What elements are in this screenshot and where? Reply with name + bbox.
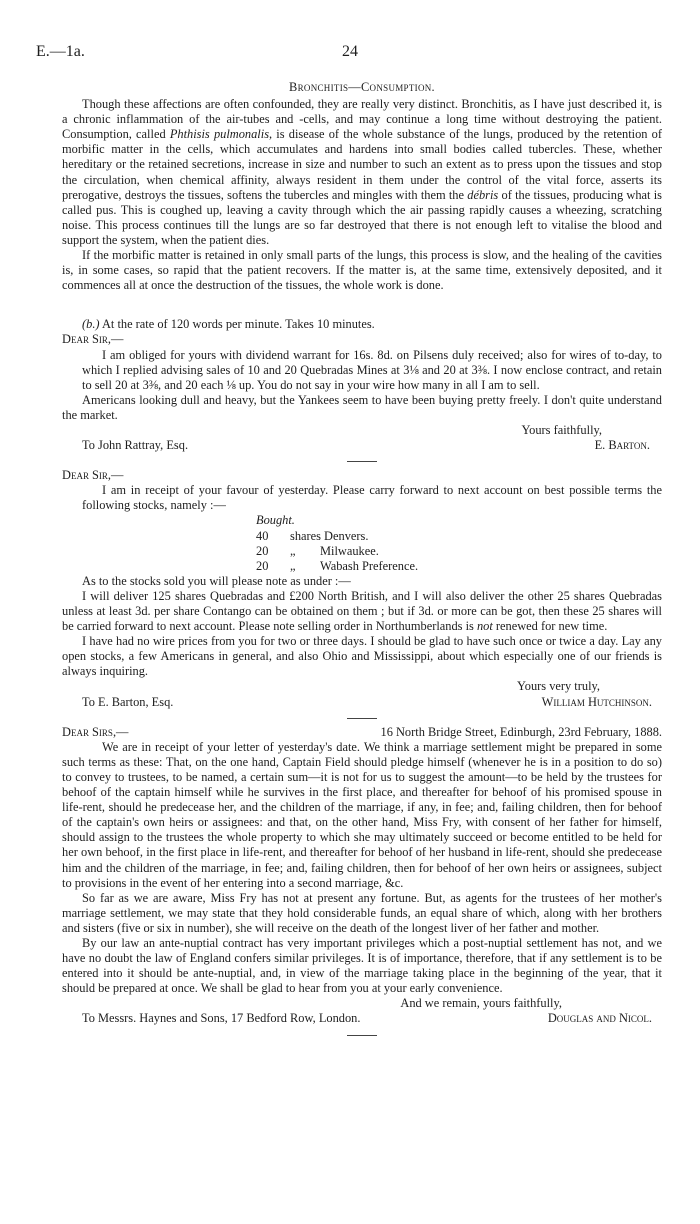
stock-row: 40 shares Denvers. — [256, 528, 369, 543]
letter-3-recipient: To Messrs. Haynes and Sons, 17 Bedford Row, London. — [82, 1011, 361, 1026]
letter-2-signature: William Hutchinson. — [541, 694, 652, 709]
letter-3 — [62, 725, 662, 1027]
letter-3-closing: And we remain, yours faithfully, — [400, 996, 562, 1011]
exercise-b-heading: (b.) At the rate of 120 words per minute. Takes 10 minutes. — [82, 317, 375, 332]
letter-3-footer — [62, 1011, 662, 1026]
separator-rule — [347, 461, 377, 462]
letter-2-paragraph-1: I am in receipt of your favour of yesterday. Please carry forward to next account on best possible terms the following stocks, namely :— — [82, 483, 662, 513]
essay-paragraph-1: Though these affections are often confounded, they are really very distinct. Bronchitis, as I have just described it, is a chronic inflammation of the air-tubes and -cells, and may continue a long time without destroying the patient. Consumption, called Phthisis pulmonalis, is disease of the whole substance of the lungs, produced by the retention of morbific matter in the cells, which accumulates and hardens into small bodies called tubercles. These, whether hereditary or the retained secretions, increase in size and number to such an extent as to press upon the tissues and stop the circulation, when chemical affinity, always resident in them under the control of the vital force, asserts its prerogative, destroys the tissues, softens the tubercles and mingles with them the débris of the tissues, producing what is called pus. This is coughed up, leaving a cavity through which the air passing rapidly causes a wheezing, scratching noise. This process continues till the lungs are so far destroyed that there is not enough left to vitalise the blood and support the system, when the patient dies. — [62, 97, 663, 247]
term-debris: débris — [467, 187, 499, 202]
letter-2-footer — [62, 695, 662, 710]
letter-1-paragraph-1: I am obliged for yours with dividend warrant for 16s. 8d. on Pilsens duly received; also for wires of to-day, to which I replied advising sales of 10 and 20 Quebradas Mines at 3⅛ and 20 at 3⅜. I now enclose contract, and retain to sell 20 at 3⅜, and 20 each ⅛ up. You do not say in your wire how many in all I am to sell. — [82, 347, 662, 392]
exercise-label: (b.) — [82, 317, 100, 332]
paper-reference: E.—1a. — [36, 43, 85, 60]
letter-2-closing: Yours very truly, — [517, 679, 600, 694]
letter-1-signature: E. Barton. — [594, 438, 650, 453]
letter-1-closing: Yours faithfully, — [521, 422, 602, 437]
bought-label: Bought. — [256, 513, 295, 528]
stock-row: 20 „ Wabash Preference. — [256, 558, 419, 573]
spacer — [62, 293, 662, 317]
letter-2-paragraph-2: As to the stocks sold you will please note as under :— — [82, 573, 351, 588]
page-body — [62, 80, 662, 1042]
letter-1-salutation: Dear Sir,— — [62, 332, 124, 347]
letter-3-paragraph-1: We are in receipt of your letter of yesterday's date. We think a marriage settlement might be prepared in some such terms as these: That, on the one hand, Captain Field should pledge himself (whenever he is in a position to do so) to convey to trustees, to be named, a certain sum—it is not for us to suggest the amount—to be held by the trustees for behoof of the captain himself while he survives in the first place, and thereafter for behoof of his promised spouse in life-rent, should he predecease her, and the children of the marriage, if any, in fee; and, failing children, then for behoof of the captain's own heirs or assignees: and that, on the other hand, Miss Fry, with consent of her father for himself, should assign to the trustees the whole property to which she may ultimately succeed or become entitled to be held for her own behoof, in the first place in life-rent, and thereafter for behoof of her husband in life-rent, should she predecease him and the children of the marriage, in fee; and, failing children, then for behoof of her own heirs or assignees, subject to provisions in the event of her entering into a second marriage, &c. — [62, 739, 662, 890]
essay-paragraph-2: If the morbific matter is retained in only small parts of the lungs, this process is slow, and the healing of the cavities is, in some cases, so rapid that the patient recovers. If the matter is, at the same time, extensively deposited, and it commences all at once the destruction of the tissues, the whole work is done. — [62, 248, 662, 293]
letter-3-heading — [62, 725, 662, 740]
page-header — [36, 44, 664, 66]
letter-2 — [62, 468, 662, 710]
letter-1-recipient: To John Rattray, Esq. — [82, 438, 189, 453]
letter-3-paragraph-2: So far as we are aware, Miss Fry has not at present any fortune. But, as agents for the trustees of her mother's marriage settlement, we may state that they hold considerable funds, an equal share of which, along with her brothers and sisters (five or six in number), she will receive on the death of the longest liver of her father and mother. — [62, 890, 662, 935]
separator-rule — [347, 718, 377, 719]
letter-1 — [62, 332, 662, 453]
letter-3-salutation: Dear Sirs,— — [62, 724, 129, 739]
letter-1-footer — [62, 438, 662, 453]
separator-rule — [347, 1035, 377, 1036]
letter-3-address: 16 North Bridge Street, Edinburgh, 23rd February, 1888. — [380, 724, 662, 739]
page-number: 24 — [342, 43, 358, 60]
section-title: Bronchitis—Consumption. — [289, 80, 435, 94]
letter-3-signature: Douglas and Nicol. — [547, 1011, 652, 1026]
letter-2-recipient: To E. Barton, Esq. — [82, 694, 174, 709]
letter-2-paragraph-4: I have had no wire prices from you for two or three days. I should be glad to have such once or twice a day. Lay any open stocks, a few Americans in general, and also Ohio and Mississippi, about which especially one of our friends is always inquiring. — [62, 634, 662, 679]
letter-2-paragraph-3: I will deliver 125 shares Quebradas and £200 North British, and I will also deliver the other 25 shares Quebradas unless at least 3d. per share Contango can be obtained on them ; but if 3d. or more can be got, then these 25 shares will be carried forward to next account. Please note selling order in Northumberlands is not renewed for new time. — [62, 588, 662, 634]
term-phthisis: Phthisis pulmonalis, — [169, 127, 273, 142]
stock-row: 20 „ Milwaukee. — [256, 543, 379, 558]
letter-1-paragraph-2: Americans looking dull and heavy, but the Yankees seem to have been buying pretty freely. I don't quite understand the market. — [62, 392, 662, 422]
letter-2-salutation: Dear Sir,— — [62, 468, 124, 483]
letter-3-paragraph-3: By our law an ante-nuptial contract has very important privileges which a post-nuptial settlement has not, and we have no doubt the law of England confers similar privileges. It is of importance, therefore, that if any settlement is to be entered into it should be ante-nuptial, and, in view of the marriage taking place in the beginning of the year, that it should be prepared at once. We shall be glad to hear from you at your early convenience. — [62, 935, 662, 996]
